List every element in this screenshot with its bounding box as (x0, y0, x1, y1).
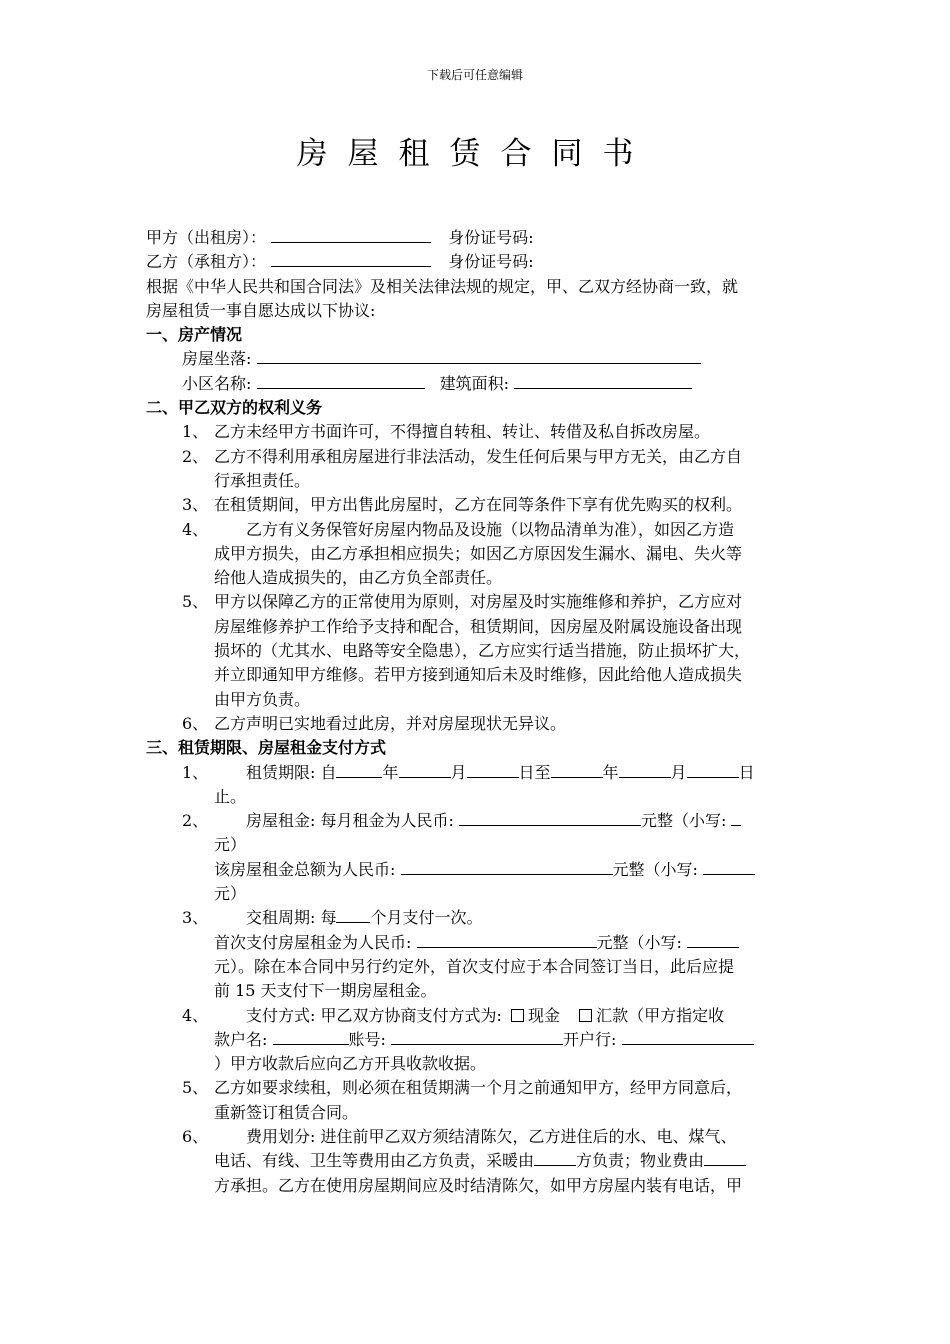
payment-cycle-item (146, 906, 808, 930)
area-label: 建筑面积: (439, 373, 509, 393)
item-text: 损坏的（尤其水、电路等安全隐患），乙方应实行适当措施，防止损坏扩大， (214, 641, 751, 661)
page-header: 下载后可任意编辑 (426, 68, 523, 82)
item-text: 元） (214, 884, 247, 904)
payment-method-item (146, 1004, 808, 1028)
account-line (146, 1028, 808, 1052)
section-heading: 一、房产情况 (146, 325, 243, 345)
first-payment-label: 首次支付房屋租金为人民币: (214, 932, 412, 952)
document-title: 房屋租赁合同书 (296, 136, 654, 172)
cash-label: 现金 (527, 1005, 560, 1025)
end-day-field[interactable] (687, 762, 739, 778)
yuan-small-label: 元整（小写: (640, 811, 727, 831)
fees-line (146, 1149, 808, 1173)
item-text: 由甲方负责。 (214, 689, 311, 709)
item-text: 重新签订租赁合同。 (214, 1102, 359, 1122)
start-month-field[interactable] (399, 762, 451, 778)
month-label: 月 (450, 762, 467, 782)
landlord-line (146, 226, 808, 250)
list-item (146, 420, 808, 444)
item-text: 乙方未经甲方书面许可，不得擅自转租、转让、转借及私自拆改房屋。 (214, 422, 711, 442)
item-number: 4、 (182, 1005, 209, 1025)
item-text: 乙方有义务保管好房屋内物品及设施（以物品清单为准），如因乙方造 (246, 519, 735, 539)
item-text: 前 15 天支付下一期房屋租金。 (214, 981, 437, 1001)
item-number: 6、 (182, 713, 209, 733)
fees-item (146, 1125, 808, 1149)
transfer-label: 汇款（甲方指定收 (596, 1005, 725, 1025)
end-year-field[interactable] (551, 762, 603, 778)
account-name-field[interactable] (273, 1029, 349, 1045)
item-number: 6、 (182, 1126, 209, 1146)
monthly-rent-small-field[interactable] (731, 810, 741, 826)
rent-item (146, 809, 808, 833)
yuan-small-label: 元整（小写: (596, 932, 682, 952)
month-label: 月 (670, 762, 687, 782)
landlord-label: 甲方（出租房）： (146, 228, 267, 247)
item-text: 给他人造成损失的，由乙方负全部责任。 (214, 568, 503, 588)
lease-term-label: 租赁期限: 自 (246, 762, 337, 782)
start-year-field[interactable] (336, 762, 382, 778)
location-field[interactable] (257, 348, 701, 364)
monthly-rent-label: 房屋租金: 每月租金为人民币: (246, 811, 454, 831)
account-number-label: 账号: (348, 1029, 386, 1049)
community-field[interactable] (257, 373, 425, 389)
first-payment-line (146, 931, 808, 955)
receipt-line (146, 1052, 808, 1076)
monthly-rent-field[interactable] (459, 810, 641, 826)
section-heading: 三、租赁期限、房屋租金支付方式 (146, 738, 387, 758)
intro-line: 房屋租赁一事自愿达成以下协议: (146, 300, 376, 320)
fees-text: 方负责；物业费由 (576, 1151, 705, 1171)
section-heading: 二、甲乙双方的权利义务 (146, 398, 323, 418)
transfer-checkbox[interactable] (579, 1009, 592, 1022)
item-text: 方承担。乙方在使用房屋期间应及时结清陈欠，如甲方房屋内装有电话，甲 (214, 1175, 743, 1195)
tenant-line (146, 250, 808, 274)
property-fee-party-field[interactable] (704, 1150, 746, 1166)
item-text: 行承担责任。 (214, 470, 311, 490)
bank-label: 开户行: (563, 1029, 617, 1049)
list-item (146, 518, 808, 542)
list-item (146, 493, 808, 517)
tenant-id-label: 身份证号码: (448, 252, 534, 272)
tenant-name-field[interactable] (271, 251, 431, 267)
location-line (146, 347, 808, 371)
tenant-label: 乙方（承租方）： (146, 252, 267, 272)
item-number: 2、 (182, 811, 209, 831)
yuan-small-label: 元整（小写: (612, 859, 698, 879)
intro-line: 根据《中华人民共和国合同法》及相关法律法规的规定，甲、乙双方经协商一致，就 (146, 276, 739, 296)
location-label: 房屋坐落: (182, 349, 252, 369)
heating-party-field[interactable] (534, 1150, 576, 1166)
first-payment-small-field[interactable] (687, 932, 739, 948)
total-rent-field[interactable] (401, 859, 613, 875)
total-rent-line (146, 858, 808, 882)
start-day-field[interactable] (467, 762, 519, 778)
item-text: 乙方如要求续租，则必须在租赁期满一个月之前通知甲方，经甲方同意后， (214, 1078, 743, 1098)
fees-text: 电话、有线、卫生等费用由乙方负责，采暖由 (214, 1151, 535, 1171)
landlord-id-label: 身份证号码: (448, 228, 534, 247)
year-label: 年 (382, 762, 399, 782)
community-line (146, 372, 808, 396)
list-item (146, 1076, 808, 1100)
payment-method-label: 支付方式: 甲乙双方协商支付方式为: (246, 1005, 502, 1025)
item-text: 房屋维修养护工作给予支持和配合，租赁期间，因房屋及附属设施设备出现 (214, 616, 743, 636)
account-number-field[interactable] (391, 1029, 563, 1045)
item-text: 元）。除在本合同中另行约定外，首次支付应于本合同签订当日，此后应提 (214, 956, 735, 976)
area-field[interactable] (514, 373, 692, 389)
total-rent-label: 该房屋租金总额为人民币: (214, 859, 396, 879)
landlord-name-field[interactable] (271, 227, 431, 243)
community-label: 小区名称: (182, 373, 252, 393)
cash-checkbox[interactable] (511, 1009, 524, 1022)
first-payment-field[interactable] (417, 932, 597, 948)
item-text: 乙方声明已实地看过此房，并对房屋现状无异议。 (214, 713, 567, 733)
cycle-months-field[interactable] (336, 907, 370, 923)
item-number: 3、 (182, 495, 209, 515)
item-text: 元） (214, 835, 247, 855)
item-number: 1、 (182, 422, 209, 442)
item-number: 3、 (182, 908, 209, 928)
receipt-text: ）甲方收款后应向乙方开具收款收据。 (214, 1054, 487, 1074)
item-number: 5、 (182, 592, 209, 612)
item-number: 2、 (182, 446, 209, 466)
account-name-label: 款户名: (214, 1029, 268, 1049)
payment-cycle-label: 交租周期: 每 (246, 908, 337, 928)
list-item (146, 445, 808, 469)
item-number: 5、 (182, 1078, 209, 1098)
list-item (146, 590, 808, 614)
item-text: 止。 (214, 786, 247, 806)
end-month-field[interactable] (619, 762, 671, 778)
item-number: 1、 (182, 762, 209, 782)
bank-field[interactable] (622, 1029, 754, 1045)
contract-body (146, 226, 808, 1198)
list-item (146, 712, 808, 736)
day-to-label: 日至 (518, 762, 551, 782)
item-text: 甲方以保障乙方的正常使用为原则，对房屋及时实施维修和养护，乙方应对 (214, 592, 743, 612)
day-label: 日 (738, 762, 755, 782)
item-text: 乙方不得利用承租房屋进行非法活动，发生任何后果与甲方无关，由乙方自 (214, 446, 743, 466)
total-rent-small-field[interactable] (703, 859, 755, 875)
payment-cycle-suffix: 个月支付一次。 (370, 908, 483, 928)
item-text: 费用划分: 进住前甲乙双方须结清陈欠，乙方进住后的水、电、煤气、 (246, 1126, 737, 1146)
item-number: 4、 (182, 519, 209, 539)
item-text: 并立即通知甲方维修。若甲方接到通知后未及时维修，因此给他人造成损失 (214, 665, 743, 685)
year-label: 年 (602, 762, 619, 782)
lease-term-item (146, 761, 808, 785)
item-text: 成甲方损失，由乙方承担相应损失；如因乙方原因发生漏水、漏电、失火等 (214, 543, 743, 563)
item-text: 在租赁期间，甲方出售此房屋时，乙方在同等条件下享有优先购买的权利。 (214, 495, 743, 515)
